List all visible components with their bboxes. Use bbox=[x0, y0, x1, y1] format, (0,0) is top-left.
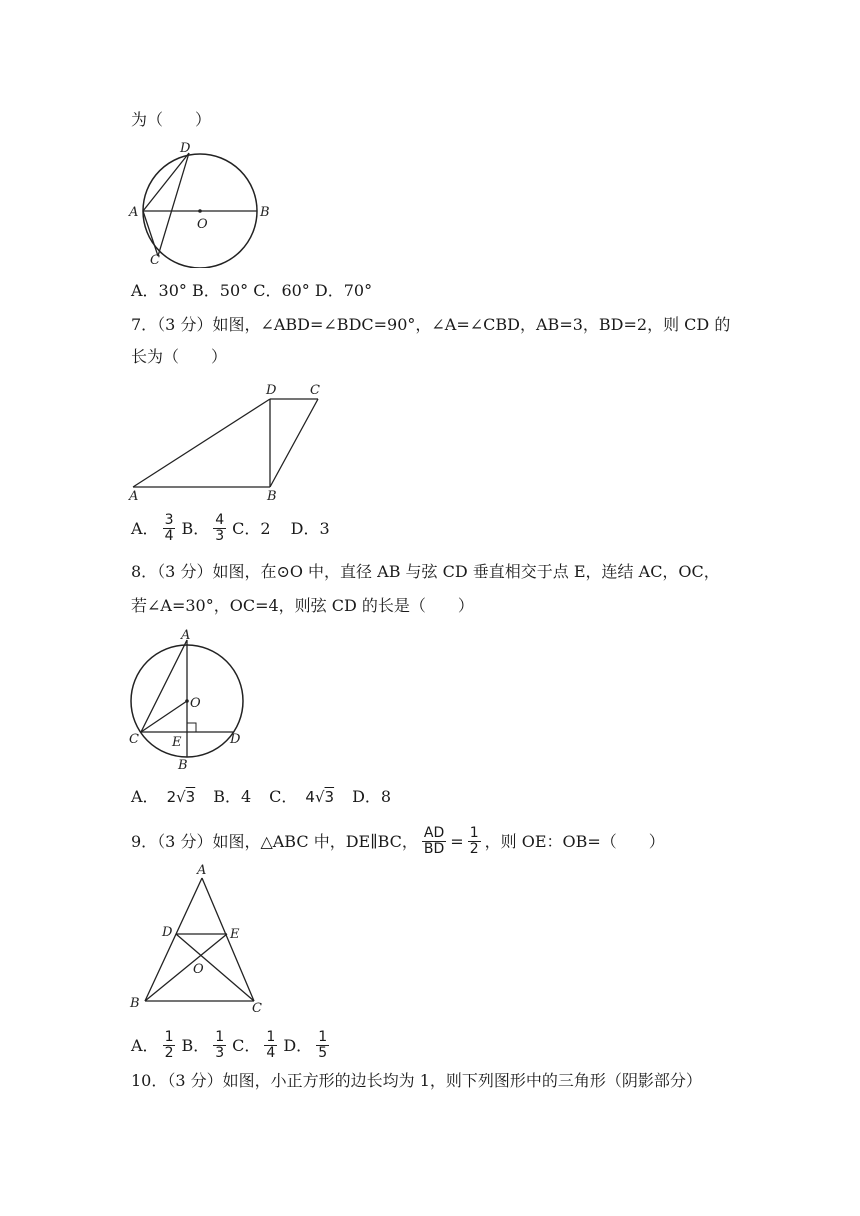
q9-fraction2-den: 2 bbox=[469, 841, 479, 857]
q9-option-b-num: 1 bbox=[215, 1029, 225, 1045]
q7-label-b: B bbox=[267, 489, 277, 500]
q9-equals: = bbox=[450, 831, 464, 851]
q6-label-c: C bbox=[150, 253, 160, 268]
q8-stem-line2: 若∠A=30°，OC=4，则弦 CD 的长是（ ） bbox=[131, 596, 474, 615]
q8-option-a-label: A． bbox=[131, 787, 159, 806]
q9-option-d-fraction bbox=[316, 1030, 329, 1061]
q7-label-d: D bbox=[266, 383, 277, 398]
q9-options bbox=[131, 1030, 335, 1061]
q8-stem-line1: 8．（3 分）如图，在⊙O 中，直径 AB 与弦 CD 垂直相交于点 E，连结 AC，OC， bbox=[131, 562, 720, 581]
q8-label-c: C bbox=[129, 732, 139, 747]
q9-fraction-ad-bd bbox=[422, 826, 446, 857]
q6-label-d: D bbox=[180, 141, 191, 156]
q8-option-a-radicand: 3 bbox=[185, 788, 196, 806]
q7-label-c: C bbox=[310, 383, 320, 398]
q8-label-a: A bbox=[181, 628, 191, 643]
q9-option-a-den: 2 bbox=[164, 1045, 174, 1061]
q9-stem-post: ，则 OE：OB=（ ） bbox=[484, 831, 665, 851]
q9-option-c-label: C． bbox=[232, 1035, 261, 1055]
q7-option-c: C．2 bbox=[232, 518, 271, 538]
q7-option-a-label: A． bbox=[131, 518, 159, 538]
q9-option-d-label: D． bbox=[283, 1035, 313, 1055]
q6-options: A．30° B．50° C．60° D．70° bbox=[131, 281, 373, 300]
q8-option-a-coef: 2 bbox=[166, 788, 177, 806]
q9-label-b: B bbox=[130, 996, 140, 1011]
q8-option-b: B．4 bbox=[213, 787, 252, 806]
q9-label-a: A bbox=[197, 863, 207, 878]
q8-options bbox=[131, 787, 391, 807]
q9-option-d-den: 5 bbox=[318, 1045, 328, 1061]
q8-figure bbox=[120, 628, 260, 773]
q9-option-a-fraction bbox=[163, 1030, 176, 1061]
q7-label-a: A bbox=[129, 489, 139, 500]
q7-option-d: D．3 bbox=[290, 518, 330, 538]
q7-stem-line1: 7．（3 分）如图，∠ABD=∠BDC=90°，∠A=∠CBD，AB=3，BD=2，则 CD 的 bbox=[131, 315, 731, 334]
q8-option-c-value: 4√3 bbox=[305, 788, 335, 806]
q9-option-a-num: 1 bbox=[164, 1029, 174, 1045]
q9-label-e: E bbox=[230, 927, 240, 942]
q8-option-c-radicand: 3 bbox=[324, 788, 335, 806]
q9-stem-line1 bbox=[131, 826, 665, 857]
q9-fraction1-num: AD bbox=[423, 825, 445, 841]
q7-figure bbox=[125, 380, 335, 500]
q8-label-e: E bbox=[172, 735, 182, 750]
q9-label-o: O bbox=[193, 962, 204, 977]
q9-option-a-label: A． bbox=[131, 1035, 159, 1055]
q6-figure bbox=[125, 138, 285, 268]
q6-label-a: A bbox=[129, 205, 139, 220]
q7-stem-line2: 长为（ ） bbox=[131, 347, 228, 366]
q10-stem-line1: 10．（3 分）如图，小正方形的边长均为 1，则下列图形中的三角形（阴影部分） bbox=[131, 1071, 702, 1090]
q9-option-b-label: B． bbox=[181, 1035, 210, 1055]
q9-stem-pre: 9．（3 分）如图，△ABC 中，DE∥BC， bbox=[131, 831, 418, 851]
q9-fraction-one-half bbox=[468, 826, 481, 857]
q6-label-o: O bbox=[197, 217, 208, 232]
q8-option-a-value: 2√3 bbox=[166, 788, 196, 806]
q7-option-b-den: 3 bbox=[215, 528, 225, 544]
q9-option-c-fraction bbox=[264, 1030, 277, 1061]
q9-option-d-num: 1 bbox=[318, 1029, 328, 1045]
q8-option-c-label: C． bbox=[269, 787, 298, 806]
q9-option-c-den: 4 bbox=[266, 1045, 276, 1061]
q7-option-b-fraction bbox=[213, 513, 226, 544]
q7-option-a-den: 4 bbox=[164, 528, 174, 544]
q7-option-b-label: B． bbox=[181, 518, 210, 538]
q7-option-a-fraction bbox=[163, 513, 176, 544]
q8-option-d: D．8 bbox=[352, 787, 392, 806]
q9-label-d: D bbox=[162, 925, 173, 940]
q8-label-b: B bbox=[178, 758, 188, 773]
q9-option-b-den: 3 bbox=[215, 1045, 225, 1061]
q6-stem-tail: 为（ ） bbox=[131, 110, 212, 129]
q6-label-b: B bbox=[260, 205, 270, 220]
q7-option-b-num: 4 bbox=[215, 512, 225, 528]
q9-figure bbox=[125, 860, 275, 1015]
q9-label-c: C bbox=[252, 1001, 262, 1015]
q9-fraction2-num: 1 bbox=[469, 825, 479, 841]
q7-option-a-num: 3 bbox=[164, 512, 174, 528]
q8-label-d: D bbox=[230, 732, 241, 747]
q8-option-c-coef: 4 bbox=[305, 788, 315, 806]
q9-fraction1-den: BD bbox=[423, 841, 445, 857]
q7-options bbox=[131, 513, 330, 544]
q9-option-b-fraction bbox=[213, 1030, 226, 1061]
q8-label-o: O bbox=[190, 696, 201, 711]
q9-option-c-num: 1 bbox=[266, 1029, 276, 1045]
